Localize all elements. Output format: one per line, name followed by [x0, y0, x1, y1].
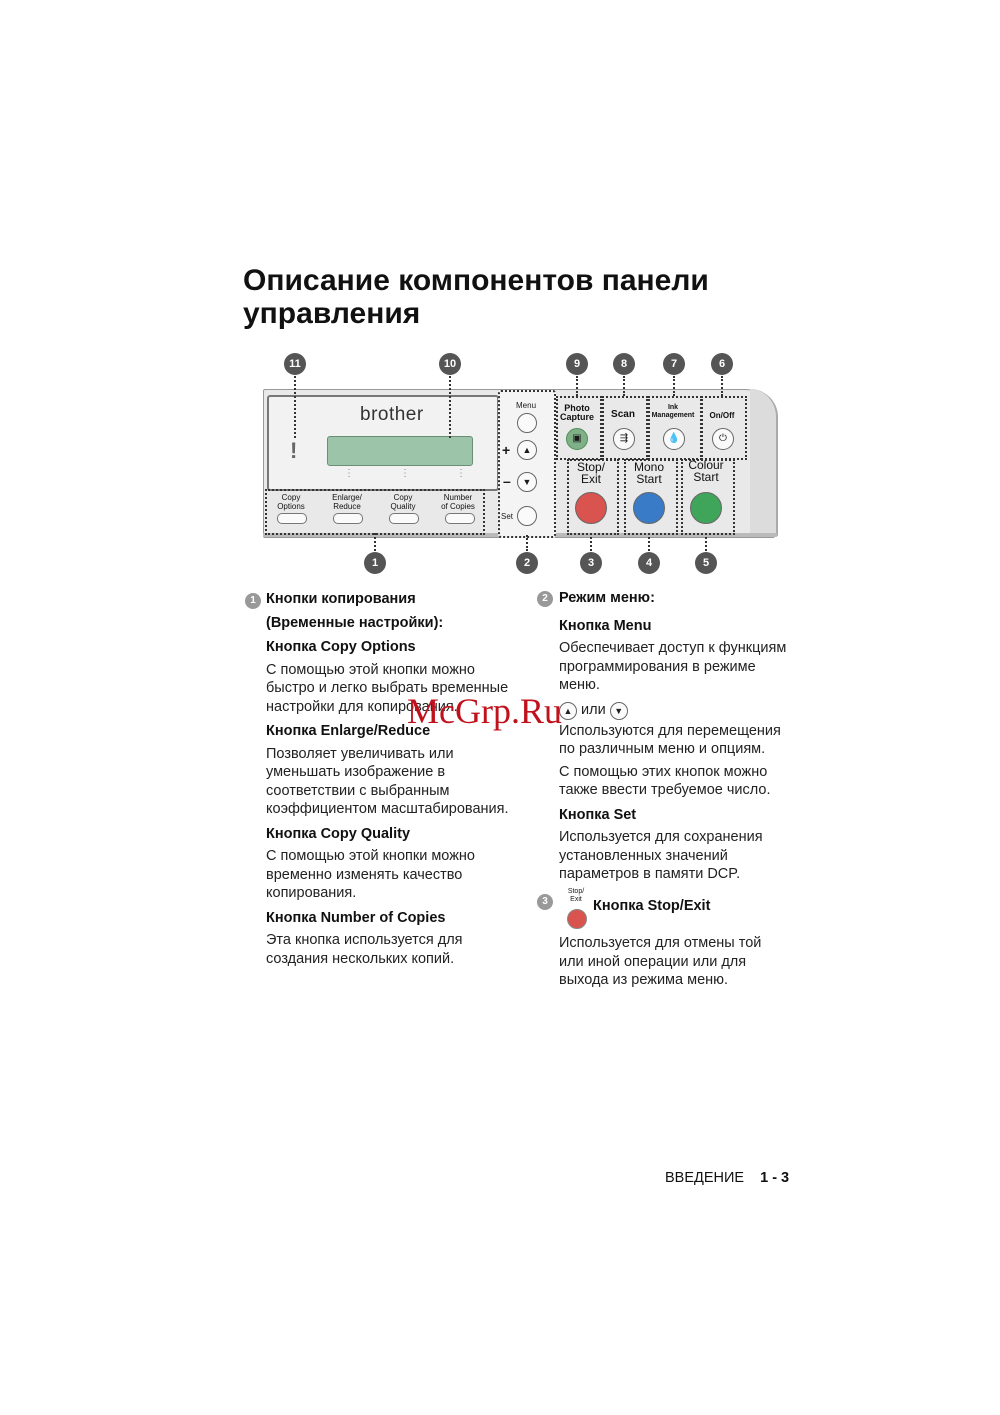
set-button-text: Используется для сохранения установленных значений параметров в памяти DCP. — [559, 829, 763, 882]
lcd-dot: ⋮ — [456, 468, 466, 479]
page-footer — [665, 1170, 789, 1186]
section-bullet-1: 1 — [245, 593, 261, 609]
photo-capture-button[interactable]: ▣ — [566, 428, 588, 450]
minus-label: – — [503, 473, 511, 489]
colour-start-button[interactable] — [690, 492, 722, 524]
plus-label: + — [502, 442, 511, 458]
callout-6: 6 — [711, 353, 733, 375]
up-arrow-button[interactable]: ▲ — [517, 440, 537, 460]
callout-line — [623, 376, 625, 396]
right-column — [559, 589, 799, 884]
callout-line — [648, 533, 650, 551]
ink-management-button[interactable]: 💧 — [663, 428, 685, 450]
menu-button[interactable] — [517, 413, 537, 433]
copy-quality-label: Copy Quality — [390, 493, 416, 511]
enlarge-reduce-button[interactable] — [333, 513, 363, 524]
copy-buttons-heading: Кнопки копирования — [266, 591, 416, 607]
power-button[interactable]: ⏻ — [712, 428, 734, 450]
page-title-line1: Описание компонентов панели — [243, 264, 709, 297]
item-title: Кнопка Copy Options — [266, 639, 416, 655]
colour-start-label: Colour Start — [688, 458, 724, 484]
set-button-title: Кнопка Set — [559, 806, 637, 823]
scan-label: Scan — [611, 409, 635, 420]
arrows-text: Используются для перемещения по различным меню и опциям. — [559, 722, 781, 757]
copy-options-label: Copy Options — [277, 493, 305, 511]
copy-quality-button[interactable] — [389, 513, 419, 524]
callout-3: 3 — [580, 552, 602, 574]
callout-8: 8 — [613, 353, 635, 375]
callout-11: 11 — [284, 353, 306, 375]
number-of-copies-button[interactable] — [445, 513, 475, 524]
item-text: С помощью этой кнопки можно быстро и легко выбрать временные настройки для копирования. — [266, 661, 509, 715]
arrow-buttons-line — [559, 701, 799, 720]
lcd-dot: ⋮ — [400, 468, 410, 479]
stop-exit-text: Используется для отмены той или иной операции или для выхода из режима меню. — [559, 935, 762, 988]
down-arrow-button[interactable]: ▼ — [517, 472, 537, 492]
stop-exit-label: Stop/ Exit — [576, 460, 606, 486]
footer-section: ВВЕДЕНИЕ — [665, 1170, 745, 1186]
menu-button-text: Обеспечивает доступ к функциям программирования в режиме меню. — [559, 640, 787, 693]
lcd-display — [327, 436, 473, 466]
callout-line — [721, 376, 723, 396]
menu-button-title: Кнопка Menu — [559, 617, 652, 634]
callout-2: 2 — [516, 552, 538, 574]
callout-5: 5 — [695, 552, 717, 574]
callout-line — [374, 533, 376, 551]
scan-button[interactable]: ⇶ — [613, 428, 635, 450]
warning-led-icon: ! — [290, 438, 298, 463]
on-off-label: On/Off — [709, 411, 735, 420]
section-bullet-2: 2 — [537, 591, 553, 607]
callout-line — [294, 376, 296, 438]
stop-exit-small-label: Stop/ Exit — [567, 888, 585, 903]
set-button[interactable] — [517, 506, 537, 526]
callout-7: 7 — [663, 353, 685, 375]
copy-options-button[interactable] — [277, 513, 307, 524]
mono-start-button[interactable] — [633, 492, 665, 524]
callout-line — [449, 376, 451, 438]
item-title: Кнопка Enlarge/Reduce — [266, 723, 431, 739]
or-text: или — [581, 701, 606, 718]
brand-logo: brother — [360, 404, 424, 425]
down-arrow-icon: ▼ — [610, 702, 628, 720]
callout-10: 10 — [439, 353, 461, 375]
temp-settings-heading: (Временные настройки): — [266, 614, 444, 631]
callout-line — [590, 533, 592, 551]
menu-label: Menu — [516, 401, 537, 410]
item-title: Кнопка Number of Copies — [266, 909, 446, 926]
stop-icon — [567, 909, 587, 929]
page-title-line2: управления — [243, 297, 421, 330]
panel-edge — [750, 389, 778, 536]
callout-9: 9 — [566, 353, 588, 375]
callout-4: 4 — [638, 552, 660, 574]
callout-line — [705, 533, 707, 551]
up-arrow-icon: ▲ — [559, 702, 577, 720]
stop-exit-button[interactable] — [575, 492, 607, 524]
photo-capture-label: Photo Capture — [559, 403, 594, 422]
lcd-dot: ⋮ — [344, 468, 354, 479]
number-of-copies-label: Number of Copies — [441, 493, 475, 511]
section-bullet-3: 3 — [537, 894, 553, 910]
item-text: Позволяет увеличивать или уменьшать изображение в соответствии с выбранным коэффициентом масштабирования. — [266, 745, 509, 817]
callout-line — [526, 535, 528, 551]
left-column — [266, 590, 511, 968]
ink-management-label: Ink Management — [651, 404, 695, 419]
callout-1: 1 — [364, 552, 386, 574]
callout-line — [576, 376, 578, 396]
item-text: Эта кнопка используется для создания нескольких копий. — [266, 932, 463, 967]
watermark: McGrp.Ru — [407, 691, 562, 731]
stop-exit-title: Кнопка Stop/Exit — [593, 898, 711, 914]
item-text: С помощью этой кнопки можно временно изменять качество копирования. — [266, 848, 475, 901]
item-title: Кнопка Copy Quality — [266, 825, 411, 842]
arrows-text-2: С помощью этих кнопок можно также ввести требуемое число. — [559, 763, 771, 798]
callout-line — [673, 376, 675, 396]
enlarge-reduce-label: Enlarge/ Reduce — [332, 493, 362, 511]
menu-mode-heading: Режим меню: — [559, 590, 655, 606]
set-label: Set — [501, 512, 514, 521]
page-title — [243, 264, 709, 330]
mono-start-label: Mono Start — [633, 460, 665, 486]
page-number: 1 - 3 — [760, 1170, 790, 1186]
